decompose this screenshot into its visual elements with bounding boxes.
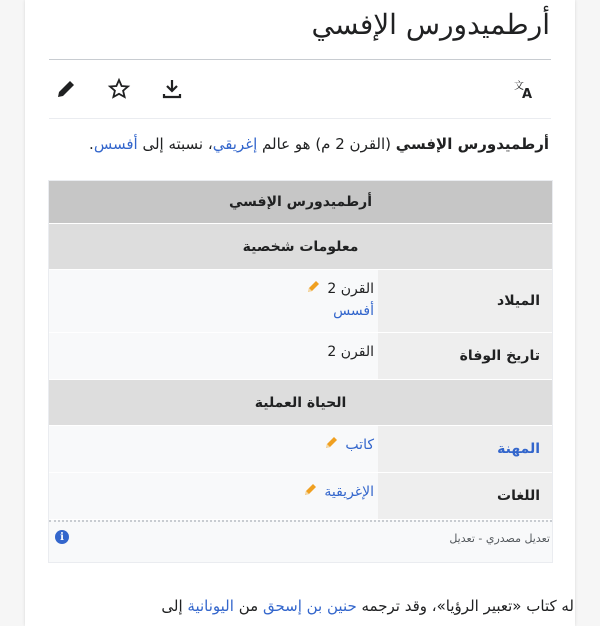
infobox (48, 180, 553, 563)
link-greek-language[interactable]: اليونانية (187, 597, 234, 615)
death-value: القرن 2 (49, 333, 378, 379)
occupation-value-cell (49, 426, 378, 472)
infobox-row-death (49, 333, 552, 380)
infobox-section-career: الحياة العملية (49, 380, 552, 426)
toolbar-divider (49, 118, 551, 119)
star-icon[interactable] (106, 76, 132, 102)
page-toolbar (49, 60, 551, 118)
infobox-footer (49, 520, 552, 562)
languages-value-cell (49, 473, 378, 519)
language-icon[interactable] (514, 76, 547, 102)
body-text: إلى (161, 597, 188, 615)
edit-pencil-icon[interactable] (304, 481, 318, 503)
occupation-label (378, 426, 552, 472)
body-text: من (233, 597, 263, 615)
edit-pencil-icon[interactable] (307, 278, 321, 300)
intro-text: ، نسبته إلى (137, 135, 213, 153)
page-title: أرطميدورس الإفسي (311, 8, 550, 41)
svg-text:文: 文 (514, 81, 524, 92)
languages-link[interactable]: الإغريقية (324, 484, 374, 500)
infobox-header: أرطميدورس الإفسي (49, 181, 552, 224)
info-icon[interactable]: i (55, 530, 69, 544)
pencil-icon[interactable] (53, 76, 79, 102)
birth-label: الميلاد (378, 270, 552, 332)
link-greek[interactable]: إغريقي (212, 135, 258, 153)
infobox-row-birth (49, 270, 552, 333)
body-paragraph (24, 594, 574, 618)
infobox-edit-links[interactable]: تعديل مصدري - تعديل (449, 532, 550, 545)
birth-place-link[interactable]: أفسس (333, 303, 374, 319)
languages-label: اللغات (378, 473, 552, 519)
intro-bold-name: أرطميدورس الإفسي (395, 135, 549, 153)
intro-text: . (89, 135, 94, 153)
intro-text: (القرن 2 م) هو عالم (257, 135, 396, 153)
occupation-label-link[interactable]: المهنة (497, 441, 540, 457)
birth-value-cell (49, 270, 378, 332)
body-text: له كتاب «تعبير الرؤيا»، وقد ترجمه (356, 597, 574, 615)
intro-paragraph (49, 132, 549, 156)
infobox-row-occupation (49, 426, 552, 473)
edit-pencil-icon[interactable] (325, 434, 339, 456)
occupation-link[interactable]: كاتب (345, 437, 374, 453)
death-label: تاريخ الوفاة (378, 333, 552, 379)
link-hunayn[interactable]: حنين بن إسحق (262, 597, 357, 615)
download-icon[interactable] (159, 76, 185, 102)
infobox-row-languages (49, 473, 552, 520)
infobox-section-personal: معلومات شخصية (49, 224, 552, 270)
birth-value: القرن 2 (327, 281, 374, 297)
svg-text:A: A (521, 87, 532, 102)
link-ephesus[interactable]: أفسس (93, 135, 138, 153)
